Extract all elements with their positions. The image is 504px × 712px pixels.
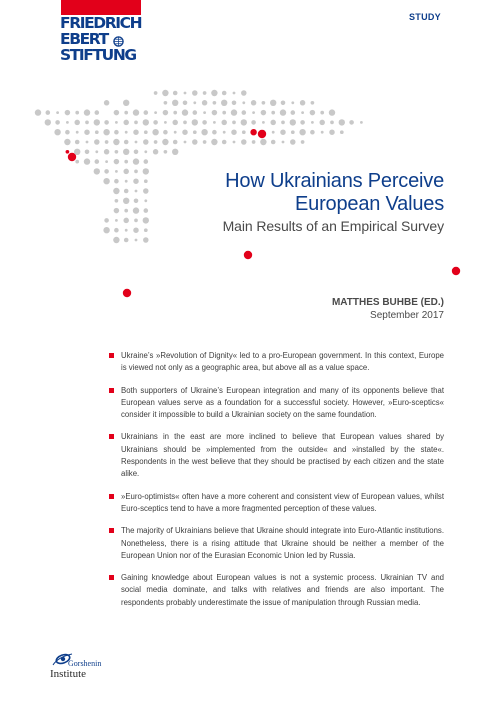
map-dot — [114, 110, 120, 116]
world-dot-map — [0, 0, 504, 320]
logo-line-3: STIFTUNG — [60, 46, 136, 64]
map-dot — [192, 119, 198, 125]
map-dot — [193, 130, 197, 134]
map-dot — [105, 160, 108, 163]
bullet-text: »Euro-optimists« often have a more coherent and consistent view of European values, whilst Euro-sceptics tend to have a more fragmented perception of these values. — [121, 491, 444, 513]
map-dot — [321, 131, 324, 134]
map-dot — [65, 130, 70, 135]
map-dot — [261, 110, 267, 116]
map-dot — [203, 111, 206, 114]
map-dot — [114, 228, 119, 233]
report-subtitle: Main Results of an Empirical Survey — [222, 218, 444, 234]
map-dot — [143, 237, 149, 243]
map-dot — [164, 101, 168, 105]
map-dot — [252, 140, 256, 144]
map-dot — [174, 131, 177, 134]
map-dot — [258, 130, 266, 138]
map-dot — [144, 110, 149, 115]
map-dot — [330, 121, 334, 125]
map-dot — [311, 121, 314, 124]
map-dot — [135, 141, 138, 144]
map-dot — [231, 129, 237, 135]
map-dot — [144, 159, 149, 164]
map-dot — [281, 101, 286, 106]
bullet-square-icon — [109, 494, 114, 499]
map-dot — [201, 129, 207, 135]
map-dot — [144, 179, 148, 183]
map-dot — [184, 141, 187, 144]
map-dot — [290, 139, 296, 145]
map-dot — [163, 110, 169, 116]
map-dot — [114, 159, 120, 165]
map-dot — [163, 130, 168, 135]
map-dot — [75, 160, 79, 164]
map-dot — [203, 91, 207, 95]
map-dot — [164, 121, 167, 124]
map-dot — [114, 208, 120, 214]
map-dot — [64, 139, 70, 145]
map-dot — [320, 111, 324, 115]
map-dot — [123, 218, 129, 224]
map-dot — [103, 178, 109, 184]
map-dot — [105, 140, 109, 144]
map-dot — [319, 120, 325, 126]
bullet-square-icon — [109, 388, 114, 393]
partner-suffix: Institute — [50, 668, 87, 680]
map-dot — [45, 119, 51, 125]
bullet-text: Ukrainians in the east are more inclined to believe that European values shared by Ukrainians should be »implemented from the outside« and »installed by the state«. Respondents in the west believe that they should be practised by each citizen and the state alike. — [121, 432, 444, 479]
map-dot — [222, 111, 226, 115]
map-dot — [144, 208, 149, 213]
map-dot — [124, 111, 128, 115]
map-dot — [84, 129, 90, 135]
map-dot — [154, 91, 158, 95]
map-dot — [133, 227, 139, 233]
map-dot — [84, 109, 90, 115]
map-dot — [182, 109, 188, 115]
map-dot — [233, 141, 236, 144]
map-dot — [192, 90, 198, 96]
map-dot — [144, 199, 147, 202]
map-dot — [35, 109, 41, 115]
map-dot — [125, 229, 128, 232]
map-dot — [56, 111, 59, 114]
map-dot — [291, 101, 294, 104]
map-dot — [76, 131, 79, 134]
map-dot — [123, 120, 129, 126]
map-dot — [339, 119, 345, 125]
map-dot — [232, 101, 237, 106]
map-dot — [162, 139, 168, 145]
map-dot — [134, 199, 139, 204]
map-dot — [172, 120, 178, 126]
map-dot — [95, 130, 99, 134]
map-dot — [183, 121, 187, 125]
map-dot — [114, 130, 119, 135]
map-dot — [280, 129, 286, 135]
map-dot — [115, 219, 118, 222]
map-dot — [252, 111, 255, 114]
map-dot — [133, 109, 139, 115]
map-dot — [123, 100, 129, 106]
list-item — [121, 572, 444, 609]
map-dot — [115, 199, 119, 203]
bullet-square-icon — [109, 353, 114, 358]
map-dot — [452, 267, 460, 275]
map-dot — [125, 131, 128, 134]
map-dot — [329, 129, 335, 135]
map-dot — [66, 121, 69, 124]
bullet-square-icon — [109, 575, 114, 580]
map-dot — [349, 120, 354, 125]
map-dot — [123, 198, 129, 204]
map-dot — [124, 189, 129, 194]
list-item — [121, 431, 444, 480]
map-dot — [244, 251, 252, 259]
map-dot — [103, 227, 109, 233]
map-dot — [66, 150, 70, 154]
map-dot — [85, 150, 90, 155]
map-dot — [46, 110, 51, 115]
map-dot — [211, 139, 217, 145]
list-item — [121, 525, 444, 562]
map-dot — [260, 139, 266, 145]
map-dot — [211, 90, 217, 96]
map-dot — [241, 90, 247, 96]
map-dot — [74, 120, 80, 126]
map-dot — [86, 141, 89, 144]
map-dot — [213, 101, 217, 105]
partner-name: Gorshenin — [68, 659, 102, 668]
map-dot — [115, 121, 118, 124]
map-dot — [310, 110, 316, 116]
map-dot — [173, 140, 178, 145]
map-dot — [221, 100, 227, 106]
map-dot — [94, 168, 100, 174]
map-dot — [94, 139, 100, 145]
map-dot — [184, 92, 187, 95]
map-dot — [124, 140, 129, 145]
map-dot — [85, 121, 89, 125]
logo-line-1: FRIEDRICH — [60, 14, 142, 32]
map-dot — [54, 129, 60, 135]
map-dot — [114, 179, 119, 184]
map-dot — [154, 140, 158, 144]
map-dot — [95, 110, 100, 115]
map-dot — [193, 101, 196, 104]
map-dot — [212, 110, 218, 116]
map-dot — [103, 129, 109, 135]
publication-date: September 2017 — [370, 310, 444, 321]
map-dot — [104, 100, 110, 106]
map-dot — [135, 190, 138, 193]
bullet-text: Ukraine’s »Revolution of Dignity« led to a pro-European government. In this context, Europe is viewed not only as a geographic area, but above all as a value space. — [121, 351, 444, 373]
list-item — [121, 350, 444, 375]
map-dot — [123, 169, 129, 175]
map-dot — [329, 109, 335, 115]
map-dot — [113, 139, 119, 145]
map-dot — [152, 129, 158, 135]
map-dot — [144, 228, 148, 232]
bullet-square-icon — [109, 528, 114, 533]
map-dot — [133, 178, 139, 184]
map-dot — [172, 100, 178, 106]
map-dot — [242, 130, 246, 134]
map-dot — [271, 140, 276, 145]
key-findings-list — [121, 350, 444, 619]
list-item — [121, 491, 444, 516]
map-dot — [113, 237, 119, 243]
map-dot — [104, 169, 109, 174]
logo-line-2: EBERT — [60, 30, 108, 48]
report-title — [225, 170, 444, 216]
list-item — [121, 385, 444, 422]
author-name: MATTHES BUHBE (ED.) — [331, 297, 444, 308]
map-dot — [280, 109, 286, 115]
map-dot — [310, 130, 315, 135]
map-dot — [115, 170, 118, 173]
map-dot — [134, 150, 139, 155]
map-dot — [135, 239, 138, 242]
map-dot — [104, 218, 109, 223]
map-dot — [231, 109, 237, 115]
map-dot — [123, 149, 129, 155]
map-dot — [203, 140, 207, 144]
map-dot — [221, 120, 227, 126]
bullet-text: The majority of Ukrainians believe that Ukraine should integrate into Euro-Atlantic institutions. Nonetheless, there is a rising attitude that Ukraine should be neither a member of the European Union nor of the Eurasian Economic Union led by Russia. — [121, 526, 444, 560]
map-dot — [222, 140, 227, 145]
map-dot — [301, 111, 304, 114]
map-dot — [84, 158, 90, 164]
map-dot — [172, 149, 178, 155]
map-dot — [282, 141, 285, 144]
map-dot — [124, 238, 129, 243]
map-dot — [68, 153, 76, 161]
map-dot — [213, 121, 216, 124]
map-dot — [125, 180, 128, 183]
map-dot — [124, 160, 128, 164]
map-dot — [164, 150, 168, 154]
map-dot — [143, 119, 149, 125]
map-dot — [300, 100, 306, 106]
map-dot — [222, 91, 227, 96]
map-dot — [262, 101, 266, 105]
map-dot — [270, 100, 276, 106]
map-dot — [154, 111, 157, 114]
map-dot — [144, 150, 147, 153]
map-dot — [134, 121, 138, 125]
bullet-text: Gaining knowledge about European values is not a systemic process. Ukrainian TV and social media dominate, and talks with relatives and friends are also important. The respondents probably underestimate the issue of manipulation through Russian media. — [121, 573, 444, 607]
map-dot — [281, 121, 285, 125]
title-line-1: How Ukrainians Perceive — [225, 170, 444, 192]
map-dot — [153, 120, 158, 125]
map-dot — [311, 101, 315, 105]
bullet-square-icon — [109, 434, 114, 439]
map-dot — [123, 289, 131, 297]
map-dot — [95, 159, 100, 164]
map-dot — [143, 217, 149, 223]
map-dot — [143, 188, 149, 194]
map-dot — [94, 119, 100, 125]
document-type-label: STUDY — [408, 12, 441, 22]
map-dot — [153, 149, 159, 155]
map-dot — [124, 209, 128, 213]
map-dot — [271, 111, 275, 115]
map-dot — [212, 130, 217, 135]
map-dot — [113, 188, 119, 194]
map-dot — [242, 101, 245, 104]
map-dot — [233, 92, 236, 95]
map-dot — [301, 140, 305, 144]
map-dot — [340, 130, 344, 134]
map-dot — [173, 91, 178, 96]
map-dot — [251, 120, 256, 125]
map-dot — [115, 150, 119, 154]
map-dot — [232, 121, 236, 125]
map-dot — [300, 120, 305, 125]
map-dot — [241, 139, 247, 145]
map-dot — [202, 100, 208, 106]
map-dot — [192, 139, 198, 145]
map-dot — [144, 130, 148, 134]
map-dot — [133, 158, 139, 164]
map-dot — [134, 219, 138, 223]
map-dot — [270, 120, 276, 126]
map-dot — [75, 140, 80, 145]
bullet-text: Both supporters of Ukraine’s European integration and many of its opponents believe that European values serve as a foundation for a successful society. However, »Euro-sceptics« consider it impossible to build a Ukrainian society on the same foundation. — [121, 385, 444, 420]
map-dot — [202, 120, 207, 125]
map-dot — [65, 110, 71, 116]
map-dot — [193, 110, 198, 115]
map-dot — [251, 100, 257, 106]
map-dot — [143, 139, 149, 145]
map-dot — [182, 129, 188, 135]
map-dot — [223, 131, 226, 134]
map-dot — [291, 130, 295, 134]
map-dot — [241, 119, 247, 125]
map-dot — [360, 121, 363, 124]
map-dot — [299, 129, 305, 135]
map-dot — [262, 121, 265, 124]
map-dot — [133, 129, 139, 135]
map-dot — [133, 207, 139, 213]
map-dot — [134, 170, 138, 174]
map-dot — [75, 111, 79, 115]
map-dot — [173, 111, 177, 115]
map-dot — [272, 131, 275, 134]
map-dot — [104, 120, 109, 125]
map-dot — [291, 110, 296, 115]
map-dot — [250, 129, 256, 135]
map-dot — [143, 168, 149, 174]
map-dot — [104, 149, 110, 155]
map-dot — [183, 101, 188, 106]
map-dot — [242, 110, 247, 115]
map-dot — [95, 150, 98, 153]
map-dot — [290, 119, 296, 125]
title-line-2: European Values — [295, 193, 444, 215]
map-dot — [162, 90, 168, 96]
map-dot — [55, 120, 60, 125]
